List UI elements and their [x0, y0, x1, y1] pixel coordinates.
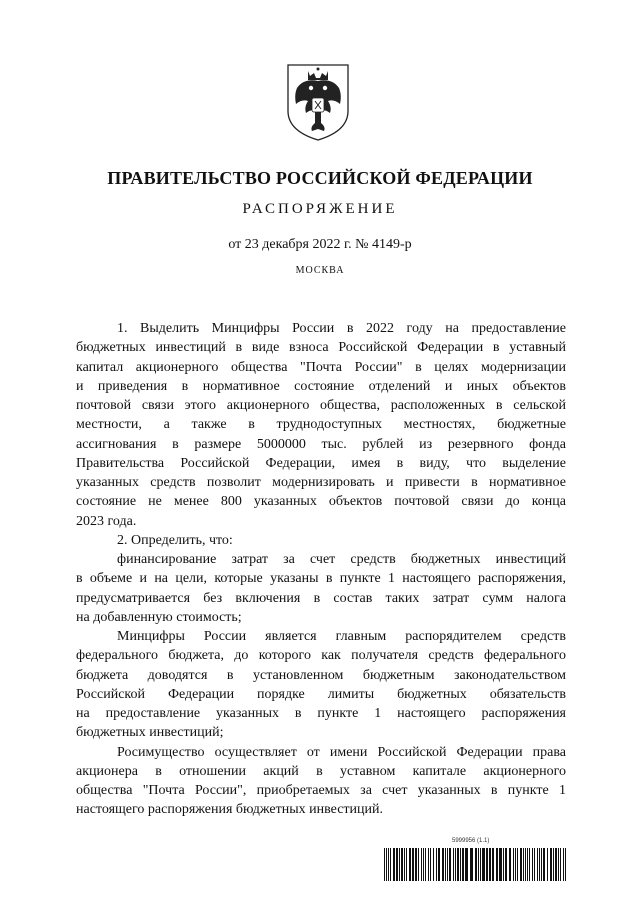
body-line: указанных средств позволит модернизировать и привести в нормативное	[76, 475, 566, 490]
document-barcode	[384, 838, 568, 883]
body-line: Российской Федерации порядке лимиты бюджетных обязательств	[76, 686, 566, 702]
document-body	[76, 319, 566, 820]
body-line: бюджета доводятся в установленном бюджетным законодательством	[76, 667, 566, 683]
body-line: общества "Почта России", приобретаемых за счет указанных в пункте 1	[76, 783, 566, 798]
document-city: МОСКВА	[295, 265, 345, 276]
body-line: акционера в отношении акций в уставном капитале акционерного	[76, 763, 566, 779]
body-line: на добавленную стоимость;	[76, 609, 242, 625]
document-type: РАСПОРЯЖЕНИЕ	[242, 201, 398, 217]
body-line: почтовой связи этого акционерного общества, расположенных в сельской	[76, 398, 566, 413]
body-line: Правительства Российской Федерации, имея в виду, что выделение	[76, 455, 566, 471]
body-line: финансирование затрат за счет средств бюджетных инвестиций	[117, 552, 566, 567]
body-line: 1. Выделить Минцифры России в 2022 году на предоставление	[117, 321, 566, 336]
document-date-number: от 23 декабря 2022 г. № 4149-р	[228, 237, 412, 252]
body-line: местности, а также в труднодоступных местностях, бюджетные	[76, 417, 566, 433]
barcode-code: 5999956 (1.1)	[452, 838, 490, 844]
body-line: 2023 года.	[76, 513, 137, 529]
body-line: бюджетных инвестиций;	[76, 725, 224, 741]
body-line: состояние не менее 800 указанных объектов почтовой связи до конца	[76, 494, 566, 510]
coat-of-arms-icon	[284, 61, 352, 143]
body-line: Минцифры России является главным распорядителем средств	[117, 629, 566, 644]
body-line: федерального бюджета, до которого как получателя средств федерального	[76, 648, 566, 664]
body-line: предусматривается без включения в состав таких затрат сумм налога	[76, 590, 566, 606]
body-line: на предоставление указанных в пункте 1 настоящего распоряжения	[76, 706, 566, 721]
body-line: 2. Определить, что:	[117, 532, 233, 548]
body-line: настоящего распоряжения бюджетных инвестиций.	[76, 802, 383, 818]
body-line: бюджетных инвестиций в виде взноса Российской Федерации в уставный	[76, 340, 566, 356]
government-title: ПРАВИТЕЛЬСТВО РОССИЙСКОЙ ФЕДЕРАЦИИ	[107, 168, 533, 188]
body-line: Росимущество осуществляет от имени Российской Федерации права	[117, 744, 566, 760]
barcode-icon	[384, 848, 568, 881]
body-line: и приведения в нормативное состояние отделений и иных объектов	[76, 378, 566, 394]
body-line: капитал акционерного общества "Почта России" в целях модернизации	[76, 359, 566, 375]
body-line: ассигнования в размере 5000000 тыс. рублей из резервного фонда	[76, 436, 566, 452]
body-line: в объеме и на цели, которые указаны в пункте 1 настоящего распоряжения,	[76, 571, 566, 587]
